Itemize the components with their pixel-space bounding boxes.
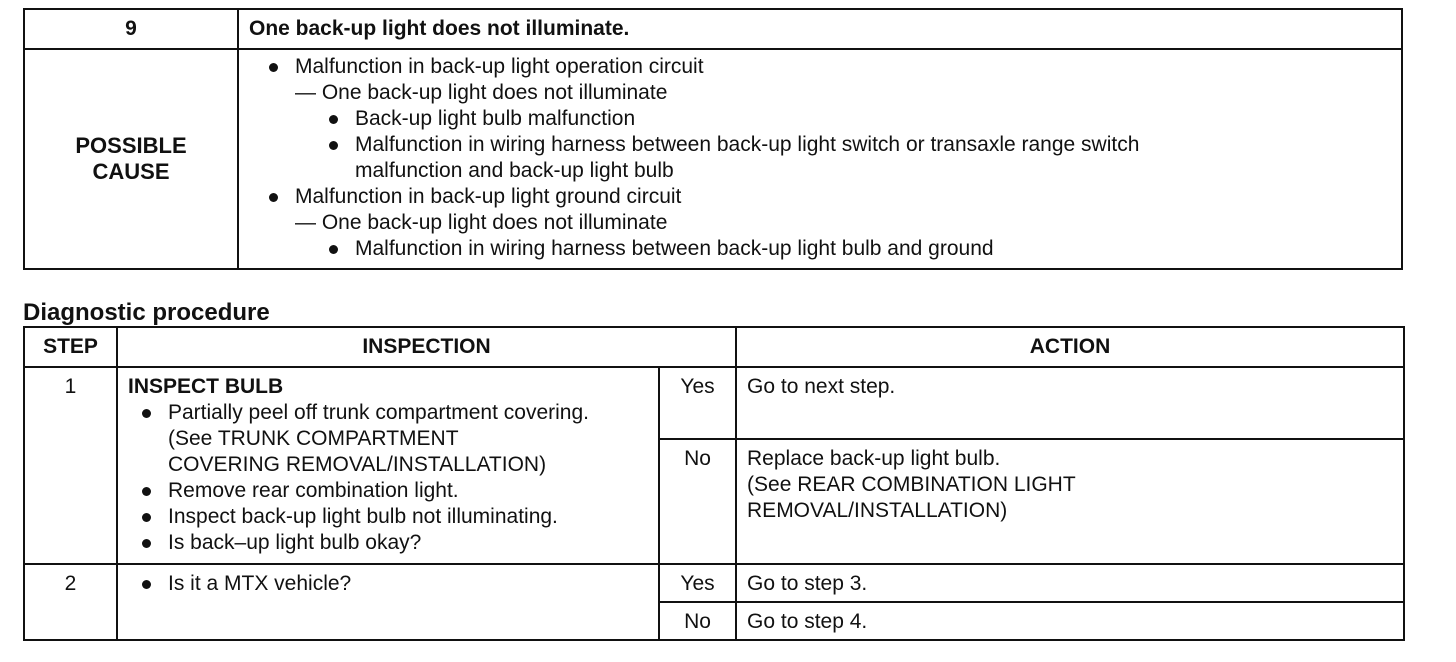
bullet-icon (142, 487, 151, 496)
cause-item (265, 184, 1393, 210)
cause-detail (265, 106, 1393, 132)
cause-item-text: Malfunction in back-up light ground circuit (295, 185, 682, 208)
no-action-line: REMOVAL/INSTALLATION) (747, 499, 1008, 522)
possible-cause-list (238, 49, 1402, 269)
yes-action: Go to next step. (736, 367, 1404, 439)
cause-detail (265, 236, 1393, 262)
possible-cause-table (23, 8, 1403, 270)
cause-detail-text: malfunction and back-up light bulb (355, 159, 674, 182)
no-label: No (659, 602, 736, 640)
no-action-line: (See REAR COMBINATION LIGHT (747, 473, 1076, 496)
inspection-item-continued (128, 426, 652, 452)
inspection-item-text: (See TRUNK COMPARTMENT (168, 427, 459, 450)
cause-detail-text: Malfunction in wiring harness between back-up light bulb and ground (355, 237, 994, 260)
no-label: No (659, 439, 736, 564)
cause-subitem (265, 210, 1393, 236)
inspection-item-text: COVERING REMOVAL/INSTALLATION) (168, 453, 547, 476)
step-number: 1 (24, 367, 117, 564)
bullet-icon (269, 193, 278, 202)
bullet-icon (142, 539, 151, 548)
bullet-icon (329, 115, 338, 124)
bullet-icon (142, 513, 151, 522)
inspection-item-text: Remove rear combination light. (168, 479, 459, 502)
inspection-item-text: Is it a MTX vehicle? (168, 572, 352, 595)
cause-detail-text: Malfunction in wiring harness between back-up light switch or transaxle range switch (355, 133, 1140, 156)
yes-label: Yes (659, 564, 736, 602)
symptom-number: 9 (24, 9, 238, 49)
bullet-icon (142, 409, 151, 418)
diagnostic-procedure-heading: Diagnostic procedure (23, 299, 270, 326)
cause-detail-continued (265, 158, 1393, 184)
inspection-item-continued (128, 452, 652, 478)
no-action-line: Replace back-up light bulb. (747, 447, 1001, 470)
inspection-item-text: Inspect back-up light bulb not illuminating. (168, 505, 558, 528)
bullet-icon (269, 63, 278, 72)
bullet-icon (329, 245, 338, 254)
cause-item-text: Malfunction in back-up light operation circuit (295, 55, 704, 78)
cause-detail (265, 132, 1393, 158)
possible-cause-label (24, 49, 238, 269)
header-step: STEP (24, 327, 117, 367)
cause-detail-text: Back-up light bulb malfunction (355, 107, 636, 130)
cause-item (265, 54, 1393, 80)
symptom-title: One back-up light does not illuminate. (238, 9, 1402, 49)
inspection-item (128, 478, 652, 504)
possible-cause-label-line1: POSSIBLE (75, 133, 187, 158)
inspection-item-text: Is back–up light bulb okay? (168, 531, 422, 554)
no-action (736, 439, 1404, 564)
inspection-title: INSPECT BULB (128, 375, 284, 398)
inspection-item (128, 530, 652, 556)
diagnostic-procedure-table (23, 326, 1405, 641)
bullet-icon (142, 580, 151, 589)
header-inspection: INSPECTION (117, 327, 736, 367)
inspection-item (128, 571, 652, 597)
inspection-cell (117, 367, 659, 564)
inspection-cell (117, 564, 659, 640)
no-action: Go to step 4. (736, 602, 1404, 640)
yes-action: Go to step 3. (736, 564, 1404, 602)
cause-subitem-text: — One back-up light does not illuminate (295, 81, 668, 104)
header-action: ACTION (736, 327, 1404, 367)
cause-subitem (265, 80, 1393, 106)
inspection-item (128, 400, 652, 426)
yes-label: Yes (659, 367, 736, 439)
bullet-icon (329, 141, 338, 150)
possible-cause-label-line2: CAUSE (92, 159, 170, 184)
step-number: 2 (24, 564, 117, 640)
inspection-item (128, 504, 652, 530)
cause-subitem-text: — One back-up light does not illuminate (295, 211, 668, 234)
inspection-item-text: Partially peel off trunk compartment covering. (168, 401, 589, 424)
